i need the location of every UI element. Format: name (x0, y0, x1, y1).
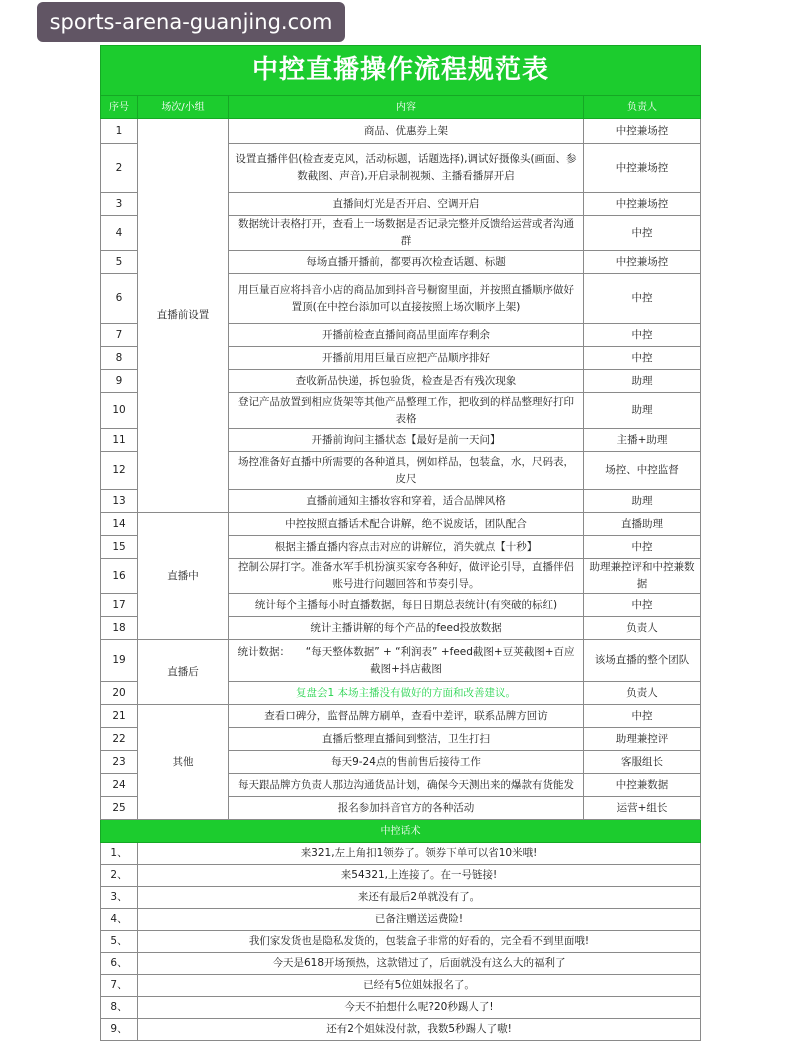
row-seq: 15 (101, 536, 138, 559)
group-cell: 直播中 (138, 513, 229, 640)
table-row (101, 640, 701, 682)
row-seq: 18 (101, 617, 138, 640)
speech-row (101, 975, 701, 997)
row-seq: 14 (101, 513, 138, 536)
row-seq: 25 (101, 797, 138, 820)
row-seq: 22 (101, 728, 138, 751)
row-owner: 负责人 (584, 682, 701, 705)
row-owner: 主播+助理 (584, 429, 701, 452)
row-seq: 16 (101, 559, 138, 594)
row-owner: 该场直播的整个团队 (584, 640, 701, 682)
row-seq: 8 (101, 347, 138, 370)
title-row (101, 46, 701, 96)
row-content: 统计数据： “每天整体数据” + “利润表” +feed截图+豆荚截图+百应截图+抖店截图 (229, 640, 584, 682)
row-seq: 23 (101, 751, 138, 774)
speech-text: 已经有5位姐妹报名了。 (138, 975, 701, 997)
row-owner: 场控、中控监督 (584, 452, 701, 490)
row-seq: 9 (101, 370, 138, 393)
speech-text: 来还有最后2单就没有了。 (138, 887, 701, 909)
row-owner: 运营+组长 (584, 797, 701, 820)
speech-text: 还有2个姐妹没付款，我数5秒踢人了嗷! (138, 1019, 701, 1041)
row-owner: 中控 (584, 594, 701, 617)
watermark: sports-arena-guanjing.com (37, 2, 345, 42)
row-owner: 助理兼控评 (584, 728, 701, 751)
speech-row (101, 843, 701, 865)
row-content: 用巨量百应将抖音小店的商品加到抖音号橱窗里面，并按照直播顺序做好置顶(在中控台添加可以直接按照上场次顺序上架) (229, 274, 584, 324)
row-content: 场控准备好直播中所需要的各种道具，例如样品，包装盒，水，尺码表，皮尺 (229, 452, 584, 490)
row-seq: 13 (101, 490, 138, 513)
group-cell: 直播后 (138, 640, 229, 705)
row-owner: 中控兼场控 (584, 193, 701, 216)
row-owner: 助理 (584, 393, 701, 429)
row-owner: 中控兼场控 (584, 251, 701, 274)
speech-seq: 5、 (101, 931, 138, 953)
row-owner: 中控 (584, 705, 701, 728)
speech-row (101, 909, 701, 931)
row-seq: 17 (101, 594, 138, 617)
row-seq: 24 (101, 774, 138, 797)
row-seq: 6 (101, 274, 138, 324)
row-content: 控制公屏打字。准备水军手机扮演买家夸各种好，做评论引导，直播伴侣账号进行问题回答和节奏引导。 (229, 559, 584, 594)
speech-section-title: 中控话术 (101, 820, 701, 843)
speech-seq: 3、 (101, 887, 138, 909)
row-seq: 1 (101, 119, 138, 144)
row-seq: 3 (101, 193, 138, 216)
row-owner: 中控兼数据 (584, 774, 701, 797)
speech-seq: 2、 (101, 865, 138, 887)
row-content: 开播前检查直播间商品里面库存剩余 (229, 324, 584, 347)
header-group: 场次/小组 (138, 96, 229, 119)
speech-row (101, 997, 701, 1019)
row-owner: 客服组长 (584, 751, 701, 774)
row-seq: 5 (101, 251, 138, 274)
row-content: 直播后整理直播间到整洁，卫生打扫 (229, 728, 584, 751)
speech-text: 来54321,上连接了。在一号链接! (138, 865, 701, 887)
speech-seq: 6、 (101, 953, 138, 975)
speech-row (101, 931, 701, 953)
row-owner: 助理 (584, 370, 701, 393)
row-seq: 7 (101, 324, 138, 347)
header-row (101, 96, 701, 119)
row-content: 开播前用用巨量百应把产品顺序排好 (229, 347, 584, 370)
row-seq: 4 (101, 216, 138, 251)
table-row (101, 119, 701, 144)
row-owner: 中控兼场控 (584, 144, 701, 193)
speech-text: 我们家发货也是隐私发货的，包装盒子非常的好看的，完全看不到里面哦! (138, 931, 701, 953)
row-content: 直播前通知主播妆容和穿着，适合品牌风格 (229, 490, 584, 513)
header-owner: 负责人 (584, 96, 701, 119)
table-row (101, 513, 701, 536)
speech-section-header (101, 820, 701, 843)
group-cell: 直播前设置 (138, 119, 229, 513)
table-row (101, 705, 701, 728)
header-content: 内容 (229, 96, 584, 119)
speech-row (101, 1019, 701, 1041)
speech-seq: 7、 (101, 975, 138, 997)
row-content: 开播前询问主播状态【最好是前一天问】 (229, 429, 584, 452)
row-content: 数据统计表格打开，查看上一场数据是否记录完整并反馈给运营或者沟通群 (229, 216, 584, 251)
speech-text: 已备注赠送运费险! (138, 909, 701, 931)
speech-text: 来321,左上角扣1领券了。领券下单可以省10米哦! (138, 843, 701, 865)
speech-seq: 9、 (101, 1019, 138, 1041)
row-content: 根据主播直播内容点击对应的讲解位，消失就点【十秒】 (229, 536, 584, 559)
row-owner: 助理 (584, 490, 701, 513)
row-seq: 21 (101, 705, 138, 728)
header-seq: 序号 (101, 96, 138, 119)
group-cell: 其他 (138, 705, 229, 820)
row-content: 商品、优惠券上架 (229, 119, 584, 144)
row-owner: 直播助理 (584, 513, 701, 536)
row-seq: 2 (101, 144, 138, 193)
row-owner: 中控 (584, 347, 701, 370)
speech-seq: 1、 (101, 843, 138, 865)
row-content: 每天跟品牌方负责人那边沟通货品计划，确保今天测出来的爆款有货能发 (229, 774, 584, 797)
row-content: 每场直播开播前，都要再次检查话题、标题 (229, 251, 584, 274)
row-seq: 10 (101, 393, 138, 429)
row-content: 查收新品快递，拆包验货，检查是否有残次现象 (229, 370, 584, 393)
row-owner: 中控 (584, 274, 701, 324)
page-title: 中控直播操作流程规范表 (101, 46, 701, 96)
row-content: 设置直播伴侣(检查麦克风，活动标题，话题选择),调试好摄像头(画面、参数截图、声音),开启录制视频、主播看播屏开启 (229, 144, 584, 193)
row-content: 每天9-24点的售前售后接待工作 (229, 751, 584, 774)
row-seq: 19 (101, 640, 138, 682)
speech-seq: 4、 (101, 909, 138, 931)
row-content: 复盘会1 本场主播没有做好的方面和改善建议。 (229, 682, 584, 705)
speech-row (101, 953, 701, 975)
speech-row (101, 887, 701, 909)
row-content: 登记产品放置到相应货架等其他产品整理工作，把收到的样品整理好打印表格 (229, 393, 584, 429)
speech-seq: 8、 (101, 997, 138, 1019)
process-table (100, 45, 701, 1041)
speech-text: 今天是618开场预热，这款错过了，后面就没有这么大的福利了 (138, 953, 701, 975)
row-content: 中控按照直播话术配合讲解，绝不说废话，团队配合 (229, 513, 584, 536)
row-owner: 中控 (584, 536, 701, 559)
row-owner: 中控 (584, 324, 701, 347)
row-content: 统计主播讲解的每个产品的feed投放数据 (229, 617, 584, 640)
row-owner: 负责人 (584, 617, 701, 640)
row-owner: 中控兼场控 (584, 119, 701, 144)
row-seq: 12 (101, 452, 138, 490)
row-content: 报名参加抖音官方的各种活动 (229, 797, 584, 820)
row-seq: 20 (101, 682, 138, 705)
row-seq: 11 (101, 429, 138, 452)
speech-text: 今天不拍想什么呢?20秒踢人了! (138, 997, 701, 1019)
row-content: 直播间灯光是否开启、空调开启 (229, 193, 584, 216)
row-owner: 中控 (584, 216, 701, 251)
speech-row (101, 865, 701, 887)
row-content: 查看口碑分，监督品牌方刷单，查看中差评，联系品牌方回访 (229, 705, 584, 728)
row-content: 统计每个主播每小时直播数据，每日日期总表统计(有突破的标红) (229, 594, 584, 617)
row-owner: 助理兼控评和中控兼数据 (584, 559, 701, 594)
